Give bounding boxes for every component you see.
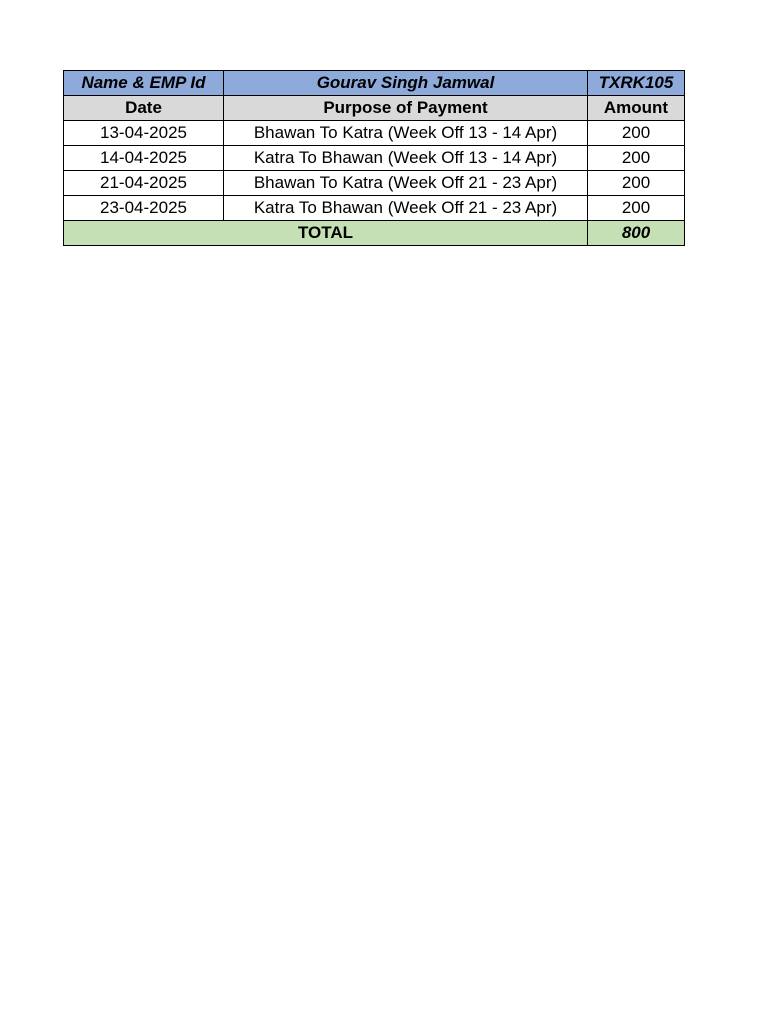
amount-cell: 200 xyxy=(588,146,685,171)
expense-sheet xyxy=(63,70,684,246)
purpose-cell: Katra To Bhawan (Week Off 21 - 23 Apr) xyxy=(224,196,588,221)
total-amount-cell: 800 xyxy=(588,221,685,246)
purpose-cell: Bhawan To Katra (Week Off 21 - 23 Apr) xyxy=(224,171,588,196)
amount-cell: 200 xyxy=(588,196,685,221)
title-row xyxy=(64,71,685,96)
total-label-cell: TOTAL xyxy=(64,221,588,246)
table-row xyxy=(64,146,685,171)
total-row xyxy=(64,221,685,246)
purpose-cell: Bhawan To Katra (Week Off 13 - 14 Apr) xyxy=(224,121,588,146)
expense-table xyxy=(63,70,685,246)
date-cell: 21-04-2025 xyxy=(64,171,224,196)
purpose-cell: Katra To Bhawan (Week Off 13 - 14 Apr) xyxy=(224,146,588,171)
table-row xyxy=(64,171,685,196)
date-header: Date xyxy=(64,96,224,121)
amount-cell: 200 xyxy=(588,171,685,196)
purpose-header: Purpose of Payment xyxy=(224,96,588,121)
date-cell: 14-04-2025 xyxy=(64,146,224,171)
name-emp-label-cell: Name & EMP Id xyxy=(64,71,224,96)
amount-cell: 200 xyxy=(588,121,685,146)
table-row xyxy=(64,196,685,221)
amount-header: Amount xyxy=(588,96,685,121)
date-cell: 23-04-2025 xyxy=(64,196,224,221)
employee-id-cell: TXRK105 xyxy=(588,71,685,96)
date-cell: 13-04-2025 xyxy=(64,121,224,146)
employee-name-cell: Gourav Singh Jamwal xyxy=(224,71,588,96)
table-row xyxy=(64,121,685,146)
header-row xyxy=(64,96,685,121)
